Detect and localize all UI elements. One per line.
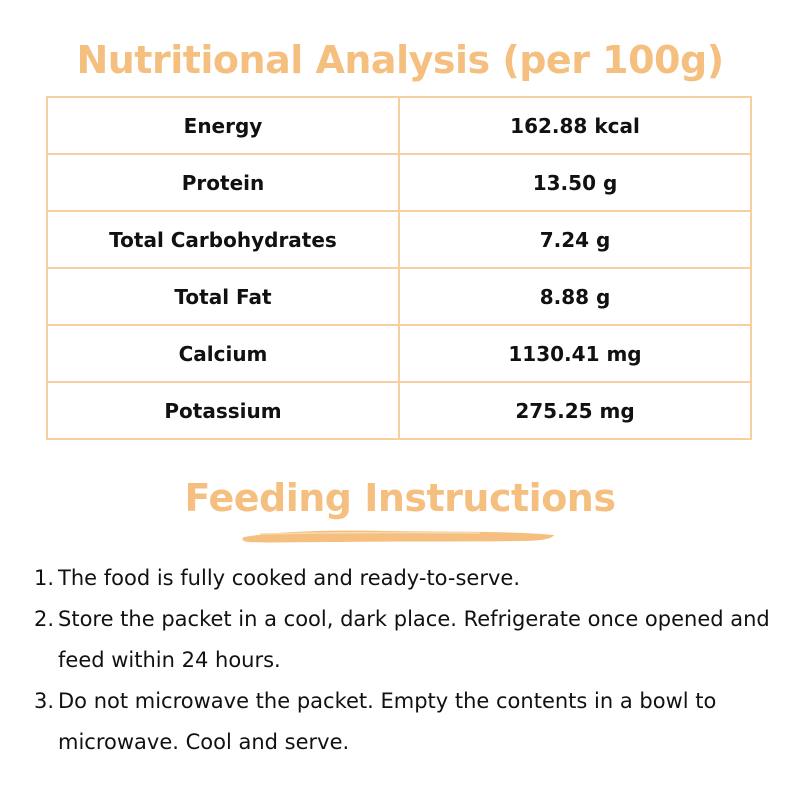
list-item-number: 2.	[34, 607, 55, 631]
list-item-text: Do not microwave the packet. Empty the contents in a bowl to microwave. Cool and serve.	[58, 689, 717, 754]
brush-underline-decoration	[240, 526, 558, 546]
table-row	[47, 154, 751, 211]
nutrition-table	[46, 96, 752, 440]
list-item-number: 1.	[34, 566, 55, 590]
nutrient-label: Protein	[47, 154, 399, 211]
table-row	[47, 211, 751, 268]
nutrient-label: Total Carbohydrates	[47, 211, 399, 268]
nutrient-value: 1130.41 mg	[399, 325, 751, 382]
nutrient-label: Calcium	[47, 325, 399, 382]
nutrient-label: Potassium	[47, 382, 399, 439]
table-row	[47, 97, 751, 154]
list-item	[30, 599, 775, 681]
nutrient-value: 7.24 g	[399, 211, 751, 268]
list-item-text: Store the packet in a cool, dark place. Refrigerate once opened and feed within 24 hours.	[58, 607, 770, 672]
nutrient-value: 13.50 g	[399, 154, 751, 211]
table-row	[47, 268, 751, 325]
nutrient-value: 8.88 g	[399, 268, 751, 325]
nutrient-value: 162.88 kcal	[399, 97, 751, 154]
list-item-number: 3.	[34, 689, 55, 713]
list-item-text: The food is fully cooked and ready-to-serve.	[58, 566, 521, 590]
feeding-heading: Feeding Instructions	[184, 476, 616, 520]
nutrient-value: 275.25 mg	[399, 382, 751, 439]
feeding-instructions-list	[30, 558, 775, 763]
table-row	[47, 382, 751, 439]
nutrient-label: Total Fat	[47, 268, 399, 325]
list-item	[30, 681, 775, 763]
nutrition-heading: Nutritional Analysis (per 100g)	[76, 38, 724, 82]
table-row	[47, 325, 751, 382]
nutrient-label: Energy	[47, 97, 399, 154]
list-item	[30, 558, 775, 599]
